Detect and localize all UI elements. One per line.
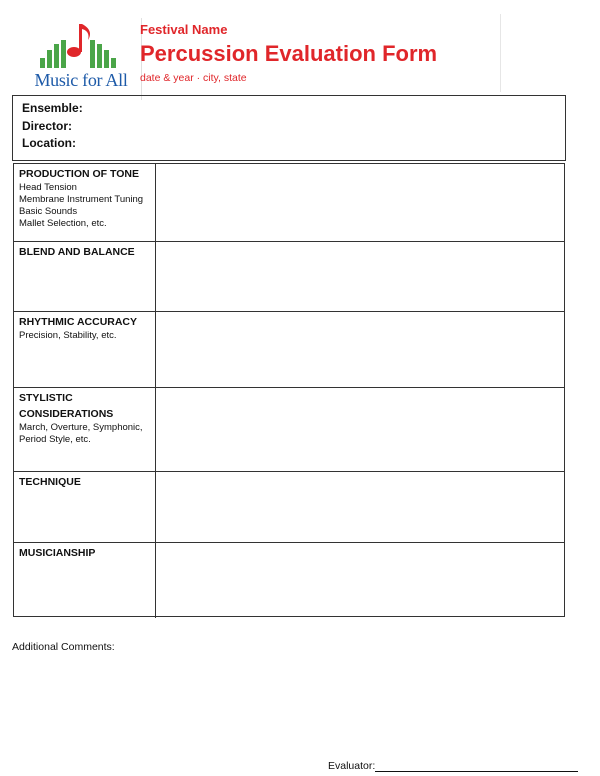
category-detail: Membrane Instrument Tuning	[19, 194, 144, 205]
category-row	[14, 311, 564, 387]
form-header	[10, 14, 501, 92]
category-row	[14, 241, 564, 311]
category-detail: Period Style, etc.	[19, 434, 91, 445]
festival-name: Festival Name	[140, 22, 228, 37]
page-title: Percussion Evaluation Form	[140, 41, 438, 66]
category-detail: Mallet Selection, etc.	[19, 218, 107, 229]
category-title: MUSICIANSHIP	[19, 547, 96, 559]
category-label	[14, 543, 156, 618]
category-title: PRODUCTION OF TONE	[19, 168, 139, 180]
category-row	[14, 471, 564, 542]
category-title: RHYTHMIC ACCURACY	[19, 316, 138, 328]
category-detail: Head Tension	[19, 182, 77, 193]
signature-line[interactable]	[375, 761, 578, 772]
category-row	[14, 387, 564, 471]
category-title: STYLISTIC CONSIDERATIONS	[19, 392, 114, 420]
category-label	[14, 312, 156, 387]
category-detail: Basic Sounds	[19, 206, 78, 217]
category-label	[14, 242, 156, 311]
category-row	[14, 542, 564, 618]
ensemble-label: Ensemble:	[22, 101, 83, 115]
logo-wordmark: Music for All	[34, 70, 128, 90]
category-detail: Precision, Stability, etc.	[19, 330, 117, 341]
director-label: Director:	[22, 119, 73, 133]
date-city-line: date & year · city, state	[140, 72, 247, 84]
category-label	[14, 164, 156, 241]
location-label: Location:	[22, 136, 76, 150]
category-title: BLEND AND BALANCE	[19, 246, 135, 258]
ensemble-info-box	[12, 95, 566, 161]
category-detail: March, Overture, Symphonic,	[19, 422, 143, 433]
additional-comments-label: Additional Comments:	[12, 641, 115, 653]
category-title: TECHNIQUE	[19, 476, 81, 488]
evaluator-signature	[328, 760, 578, 772]
music-for-all-logo	[18, 18, 142, 100]
evaluation-grid	[13, 163, 565, 617]
category-label	[14, 472, 156, 542]
category-row	[14, 164, 564, 241]
category-label	[14, 388, 156, 471]
evaluator-label: Evaluator:	[328, 760, 376, 772]
